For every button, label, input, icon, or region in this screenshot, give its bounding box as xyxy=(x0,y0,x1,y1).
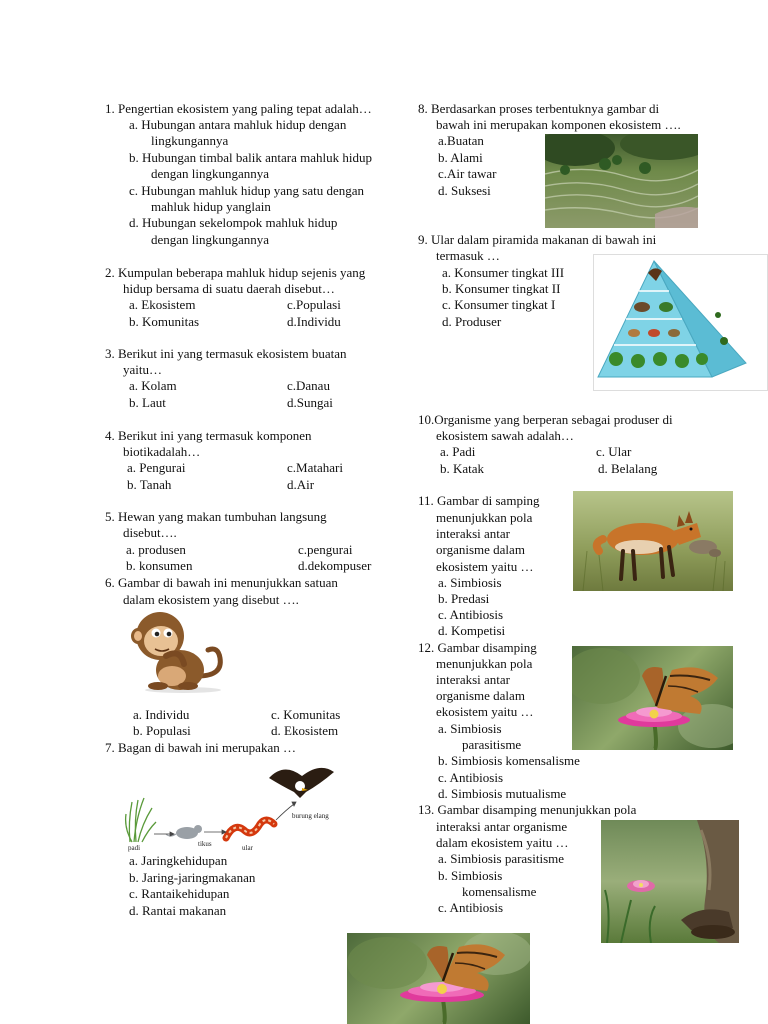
q11-stem-3: interaksi antar xyxy=(436,526,510,541)
q2-option-b: b. Komunitas xyxy=(129,314,200,329)
q11-stem-5: ekosistem yaitu … xyxy=(436,559,534,574)
q3-option-b: b. Laut xyxy=(129,395,166,410)
q1-option-a-cont: lingkungannya xyxy=(151,133,229,148)
q1-option-d-cont: dengan lingkungannya xyxy=(151,232,270,247)
q6-option-b: b. Populasi xyxy=(133,723,191,738)
q11-stem-4: organisme dalam xyxy=(436,542,525,557)
q3-option-d: d.Sungai xyxy=(287,395,333,410)
rice-terrace-photo xyxy=(545,134,698,228)
food-pyramid-illustration xyxy=(593,254,768,391)
butterfly-flower-photo-bottom xyxy=(347,933,530,1024)
q13-stem-2: interaksi antar organisme xyxy=(436,819,568,834)
q13-option-b-cont: komensalisme xyxy=(462,884,537,899)
q13-option-a: a. Simbiosis parasitisme xyxy=(438,851,565,866)
q2-option-d: d.Individu xyxy=(287,314,341,329)
q12-option-c: c. Antibiosis xyxy=(438,770,504,785)
q4-option-b: b. Tanah xyxy=(127,477,172,492)
q1-option-b-cont: dengan lingkungannya xyxy=(151,166,270,181)
q9-option-d: d. Produser xyxy=(442,314,502,329)
ular-label: ular xyxy=(242,844,253,852)
q5-option-b: b. konsumen xyxy=(126,558,193,573)
q1-option-b: b. Hubungan timbal balik antara mahluk hidup xyxy=(129,150,372,165)
q4-option-a: a. Pengurai xyxy=(127,460,186,475)
q5-option-c: c.pengurai xyxy=(298,542,353,557)
q13-stem: 13. Gambar disamping menunjukkan pola xyxy=(418,802,637,817)
q8-stem-cont: bawah ini merupakan komponen ekosistem …. xyxy=(436,117,681,132)
q7-option-c: c. Rantaikehidupan xyxy=(129,886,230,901)
q7-option-a: a. Jaringkehidupan xyxy=(129,853,228,868)
q9-option-b: b. Konsumer tingkat II xyxy=(442,281,561,296)
q5-option-d: d.dekompuser xyxy=(298,558,372,573)
q10-stem: 10.Organisme yang berperan sebagai produser di xyxy=(418,412,673,427)
q6-stem-cont: dalam ekosistem yang disebut …. xyxy=(123,592,299,607)
q5-option-a: a. produsen xyxy=(126,542,186,557)
burung-elang-label: burung elang xyxy=(292,812,329,820)
monkey-illustration xyxy=(128,606,226,694)
q12-option-a-cont: parasitisme xyxy=(462,737,522,752)
q11-option-b: b. Predasi xyxy=(438,591,490,606)
q13-option-b: b. Simbiosis xyxy=(438,868,503,883)
q1-option-d: d. Hubungan sekelompok mahluk hidup xyxy=(129,215,338,230)
q8-option-a: a.Buatan xyxy=(438,133,484,148)
q8-option-b: b. Alami xyxy=(438,150,483,165)
q7-option-d: d. Rantai makanan xyxy=(129,903,227,918)
q10-stem-cont: ekosistem sawah adalah… xyxy=(436,428,574,443)
q8-option-c: c.Air tawar xyxy=(438,166,497,181)
q2-option-a: a. Ekosistem xyxy=(129,297,196,312)
q12-option-b: b. Simbiosis komensalisme xyxy=(438,753,580,768)
padi-label: padi xyxy=(128,844,141,852)
q1-stem: 1. Pengertian ekosistem yang paling tepat adalah… xyxy=(105,101,372,116)
q7-stem: 7. Bagan di bawah ini merupakan … xyxy=(105,740,296,755)
q13-stem-3: dalam ekosistem yaitu … xyxy=(436,835,569,850)
q12-option-d: d. Simbiosis mutualisme xyxy=(438,786,567,801)
q8-stem: 8. Berdasarkan proses terbentuknya gambar di xyxy=(418,101,660,116)
q9-option-a: a. Konsumer tingkat III xyxy=(442,265,565,280)
q6-stem: 6. Gambar di bawah ini menunjukkan satuan xyxy=(105,575,338,590)
q12-option-a: a. Simbiosis xyxy=(438,721,502,736)
q4-stem: 4. Berikut ini yang termasuk komponen xyxy=(105,428,312,443)
q3-stem: 3. Berikut ini yang termasuk ekosistem buatan xyxy=(105,346,347,361)
q11-option-c: c. Antibiosis xyxy=(438,607,504,622)
q12-stem-3: interaksi antar xyxy=(436,672,510,687)
butterfly-flower-photo xyxy=(572,646,733,750)
orchid-tree-photo xyxy=(601,820,739,943)
q1-option-c: c. Hubungan mahluk hidup yang satu dengan xyxy=(129,183,365,198)
q1-option-a: a. Hubungan antara mahluk hidup dengan xyxy=(129,117,347,132)
q11-stem-2: menunjukkan pola xyxy=(436,510,533,525)
q13-option-c: c. Antibiosis xyxy=(438,900,504,915)
q10-option-a: a. Padi xyxy=(440,444,476,459)
q2-option-c: c.Populasi xyxy=(287,297,341,312)
q2-stem-cont: hidup bersama di suatu daerah disebut… xyxy=(123,281,335,296)
q4-stem-cont: biotikadalah… xyxy=(123,444,201,459)
q12-stem-2: menunjukkan pola xyxy=(436,656,533,671)
q8-option-d: d. Suksesi xyxy=(438,183,491,198)
q7-option-b: b. Jaring-jaringmakanan xyxy=(129,870,256,885)
tikus-label: tikus xyxy=(198,840,212,848)
q3-option-a: a. Kolam xyxy=(129,378,177,393)
q10-option-d: d. Belalang xyxy=(598,461,658,476)
q12-stem: 12. Gambar disamping xyxy=(418,640,537,655)
q4-option-d: d.Air xyxy=(287,477,315,492)
q11-stem: 11. Gambar di samping xyxy=(418,493,540,508)
q10-option-b: b. Katak xyxy=(440,461,485,476)
q3-option-c: c.Danau xyxy=(287,378,330,393)
q11-option-d: d. Kompetisi xyxy=(438,623,506,638)
q10-option-c: c. Ular xyxy=(596,444,632,459)
q9-stem-cont: termasuk … xyxy=(436,248,500,263)
q9-option-c: c. Konsumer tingkat I xyxy=(442,297,556,312)
q6-option-d: d. Ekosistem xyxy=(271,723,339,738)
q12-stem-4: organisme dalam xyxy=(436,688,525,703)
q12-stem-5: ekosistem yaitu … xyxy=(436,704,534,719)
q5-stem: 5. Hewan yang makan tumbuhan langsung xyxy=(105,509,327,524)
q4-option-c: c.Matahari xyxy=(287,460,343,475)
q9-stem: 9. Ular dalam piramida makanan di bawah ini xyxy=(418,232,657,247)
q5-stem-cont: disebut…. xyxy=(123,525,177,540)
q1-option-c-cont: mahluk hidup yanglain xyxy=(151,199,271,214)
q6-option-c: c. Komunitas xyxy=(271,707,341,722)
q6-option-a: a. Individu xyxy=(133,707,190,722)
fox-hunting-photo xyxy=(573,491,733,591)
food-chain-diagram xyxy=(124,758,340,854)
q11-option-a: a. Simbiosis xyxy=(438,575,502,590)
q3-stem-cont: yaitu… xyxy=(123,362,162,377)
q2-stem: 2. Kumpulan beberapa mahluk hidup sejenis yang xyxy=(105,265,366,280)
